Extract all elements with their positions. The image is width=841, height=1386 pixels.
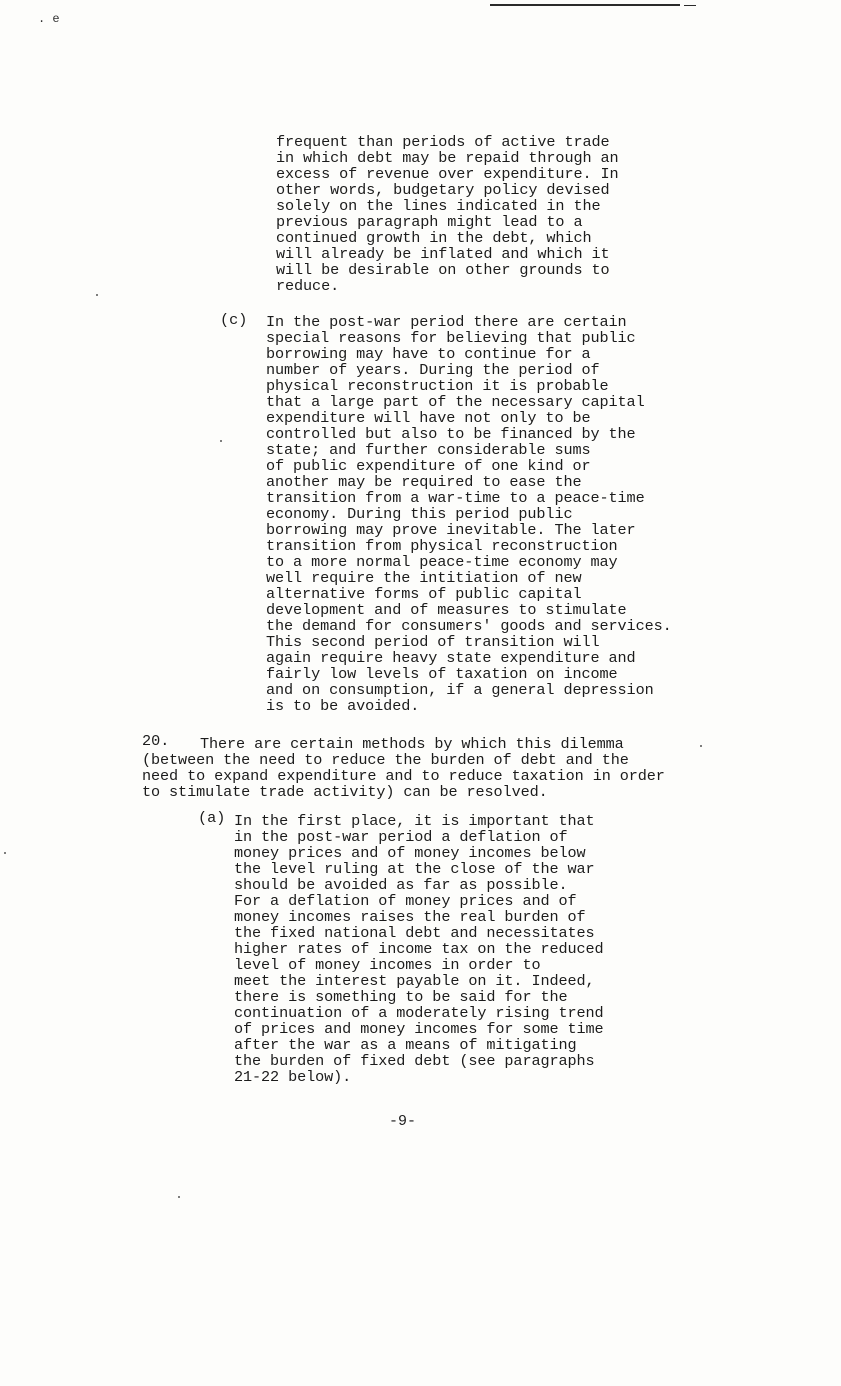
item-a-marker: (a) xyxy=(198,809,226,827)
text-line: excess of revenue over expenditure. In xyxy=(276,165,619,183)
text-line: (between the need to reduce the burden of debt and the xyxy=(142,751,629,769)
text-line: frequent than periods of active trade xyxy=(276,133,610,151)
text-line: the burden of fixed debt (see paragraphs xyxy=(234,1052,595,1070)
top-rule xyxy=(490,4,680,6)
text-line: the fixed national debt and necessitates xyxy=(234,924,595,942)
text-line: previous paragraph might lead to a xyxy=(276,213,583,231)
text-line: again require heavy state expenditure and xyxy=(266,649,636,667)
text-line: economy. During this period public xyxy=(266,505,573,523)
text-line: fairly low levels of taxation on income xyxy=(266,665,618,683)
text-line: money incomes raises the real burden of xyxy=(234,908,586,926)
text-line: In the post-war period there are certain xyxy=(266,313,627,331)
text-line: physical reconstruction it is probable xyxy=(266,377,609,395)
scan-speck xyxy=(4,852,6,854)
text-line: to stimulate trade activity) can be resolved. xyxy=(142,783,548,801)
text-line: borrowing may prove inevitable. The later xyxy=(266,521,636,539)
text-line: solely on the lines indicated in the xyxy=(276,197,601,215)
text-line: other words, budgetary policy devised xyxy=(276,181,610,199)
text-line: level of money incomes in order to xyxy=(234,956,541,974)
text-line: need to expand expenditure and to reduce taxation in order xyxy=(142,767,665,785)
paragraph-20-first-line xyxy=(200,736,624,752)
paragraph-20-number: 20. xyxy=(142,732,170,750)
text-line: will already be inflated and which it xyxy=(276,245,610,263)
text-line: will be desirable on other grounds to xyxy=(276,261,610,279)
text-line: in the post-war period a deflation of xyxy=(234,828,568,846)
text-line: development and of measures to stimulate xyxy=(266,601,627,619)
text-line: borrowing may have to continue for a xyxy=(266,345,591,363)
text-line: controlled but also to be financed by the xyxy=(266,425,636,443)
text-line: well require the intitiation of new xyxy=(266,569,582,587)
text-line: should be avoided as far as possible. xyxy=(234,876,568,894)
item-c-marker: (c) xyxy=(220,311,248,329)
text-line: There are certain methods by which this dilemma xyxy=(200,735,624,753)
text-line: reduce. xyxy=(276,277,340,295)
text-line: and on consumption, if a general depression xyxy=(266,681,654,699)
text-line: This second period of transition will xyxy=(266,633,600,651)
scan-speck xyxy=(96,294,98,296)
text-line: number of years. During the period of xyxy=(266,361,600,379)
text-line: transition from a war-time to a peace-time xyxy=(266,489,645,507)
text-line: In the first place, it is important that xyxy=(234,812,595,830)
text-line: of prices and money incomes for some time xyxy=(234,1020,604,1038)
page-number: -9- xyxy=(389,1113,417,1130)
text-line: the demand for consumers' goods and services. xyxy=(266,617,672,635)
continuation-paragraph xyxy=(276,134,619,294)
text-line: another may be required to ease the xyxy=(266,473,582,491)
text-line: transition from physical reconstruction xyxy=(266,537,618,555)
paragraph-20-body xyxy=(142,752,665,800)
text-line: special reasons for believing that public xyxy=(266,329,636,347)
corner-mark: . e xyxy=(38,12,60,26)
text-line: of public expenditure of one kind or xyxy=(266,457,591,475)
scan-speck xyxy=(700,745,702,747)
text-line: expenditure will have not only to be xyxy=(266,409,591,427)
text-line: after the war as a means of mitigating xyxy=(234,1036,577,1054)
text-line: in which debt may be repaid through an xyxy=(276,149,619,167)
text-line: higher rates of income tax on the reduced xyxy=(234,940,604,958)
text-line: that a large part of the necessary capital xyxy=(266,393,645,411)
item-c-paragraph xyxy=(266,314,672,714)
scan-speck xyxy=(178,1196,180,1198)
text-line: meet the interest payable on it. Indeed, xyxy=(234,972,595,990)
text-line: to a more normal peace-time economy may xyxy=(266,553,618,571)
text-line: state; and further considerable sums xyxy=(266,441,591,459)
item-a-paragraph xyxy=(234,813,604,1085)
text-line: 21-22 below). xyxy=(234,1068,352,1086)
text-line: is to be avoided. xyxy=(266,697,420,715)
text-line: continued growth in the debt, which xyxy=(276,229,592,247)
text-line: the level ruling at the close of the war xyxy=(234,860,595,878)
text-line: alternative forms of public capital xyxy=(266,585,582,603)
text-line: For a deflation of money prices and of xyxy=(234,892,577,910)
scan-speck xyxy=(220,440,222,442)
text-line: there is something to be said for the xyxy=(234,988,568,1006)
top-rule-end xyxy=(684,5,696,6)
text-line: continuation of a moderately rising trend xyxy=(234,1004,604,1022)
text-line: money prices and of money incomes below xyxy=(234,844,586,862)
